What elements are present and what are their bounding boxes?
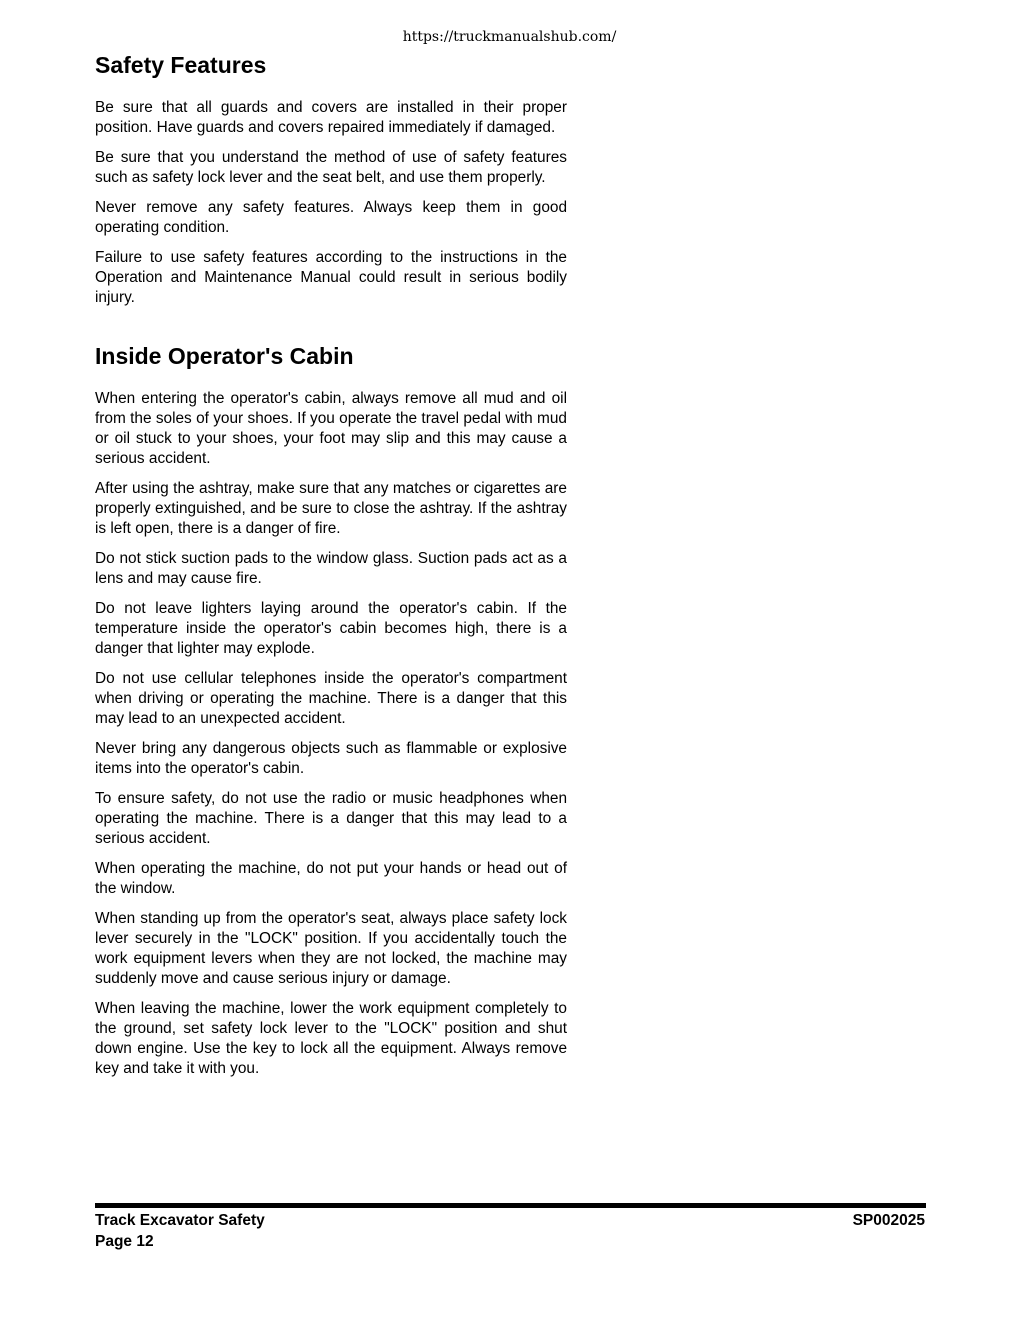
paragraph: Failure to use safety features according to the instructions in the Operation and Maintenance Manual could result in serious bodily injury. <box>95 249 567 306</box>
paragraph: To ensure safety, do not use the radio or music headphones when operating the machine. There is a danger that this may lead to a serious accident. <box>95 790 567 847</box>
paragraph: When entering the operator's cabin, always remove all mud and oil from the soles of your shoes. If you operate the travel pedal with mud or oil stuck to your shoes, your foot may slip and this may cause a serious accident. <box>95 390 567 467</box>
section-title: Inside Operator's Cabin <box>95 343 354 369</box>
footer-right <box>853 1210 925 1231</box>
footer-document-code: SP002025 <box>852 1212 925 1229</box>
section-inside-operators-cabin <box>95 341 567 1079</box>
section-title: Safety Features <box>95 52 267 78</box>
footer-left <box>95 1210 265 1252</box>
paragraph: Do not leave lighters laying around the operator's cabin. If the temperature inside the operator's cabin becomes high, there is a danger that lighter may explode. <box>95 600 567 657</box>
paragraph: Never remove any safety features. Always keep them in good operating condition. <box>95 199 567 236</box>
paragraph: When standing up from the operator's seat, always place safety lock lever securely in the "LOCK" position. If you accidentally touch the work equipment levers when they are not locked, the machine may suddenly move and cause serious injury or damage. <box>95 910 567 987</box>
paragraph: Do not stick suction pads to the window glass. Suction pads act as a lens and may cause fire. <box>95 550 567 587</box>
paragraph: When leaving the machine, lower the work equipment completely to the ground, set safety lock lever to the "LOCK" position and shut down engine. Use the key to lock all the equipment. Always remove key and take it with you. <box>95 1000 567 1077</box>
section-safety-features <box>95 50 567 308</box>
paragraph: After using the ashtray, make sure that any matches or cigarettes are properly extinguished, and be sure to close the ashtray. If the ashtray is left open, there is a danger of fire. <box>95 480 567 537</box>
footer-document-title: Track Excavator Safety <box>95 1212 265 1229</box>
paragraph: Do not use cellular telephones inside the operator's compartment when driving or operating the machine. There is a danger that this may lead to an unexpected accident. <box>95 670 567 727</box>
content-column <box>95 50 567 1089</box>
footer-divider <box>95 1203 926 1208</box>
paragraph: Be sure that you understand the method of use of safety features such as safety lock lever and the seat belt, and use them properly. <box>95 149 567 186</box>
section-body <box>95 98 567 308</box>
section-body <box>95 389 567 1079</box>
paragraph: Never bring any dangerous objects such as flammable or explosive items into the operator's cabin. <box>95 740 567 777</box>
source-url: https://truckmanualshub.com/ <box>402 29 617 45</box>
footer-page-number: Page 12 <box>95 1233 154 1250</box>
paragraph: When operating the machine, do not put your hands or head out of the window. <box>95 860 567 897</box>
paragraph: Be sure that all guards and covers are installed in their proper position. Have guards and covers repaired immediately if damaged. <box>95 99 567 136</box>
